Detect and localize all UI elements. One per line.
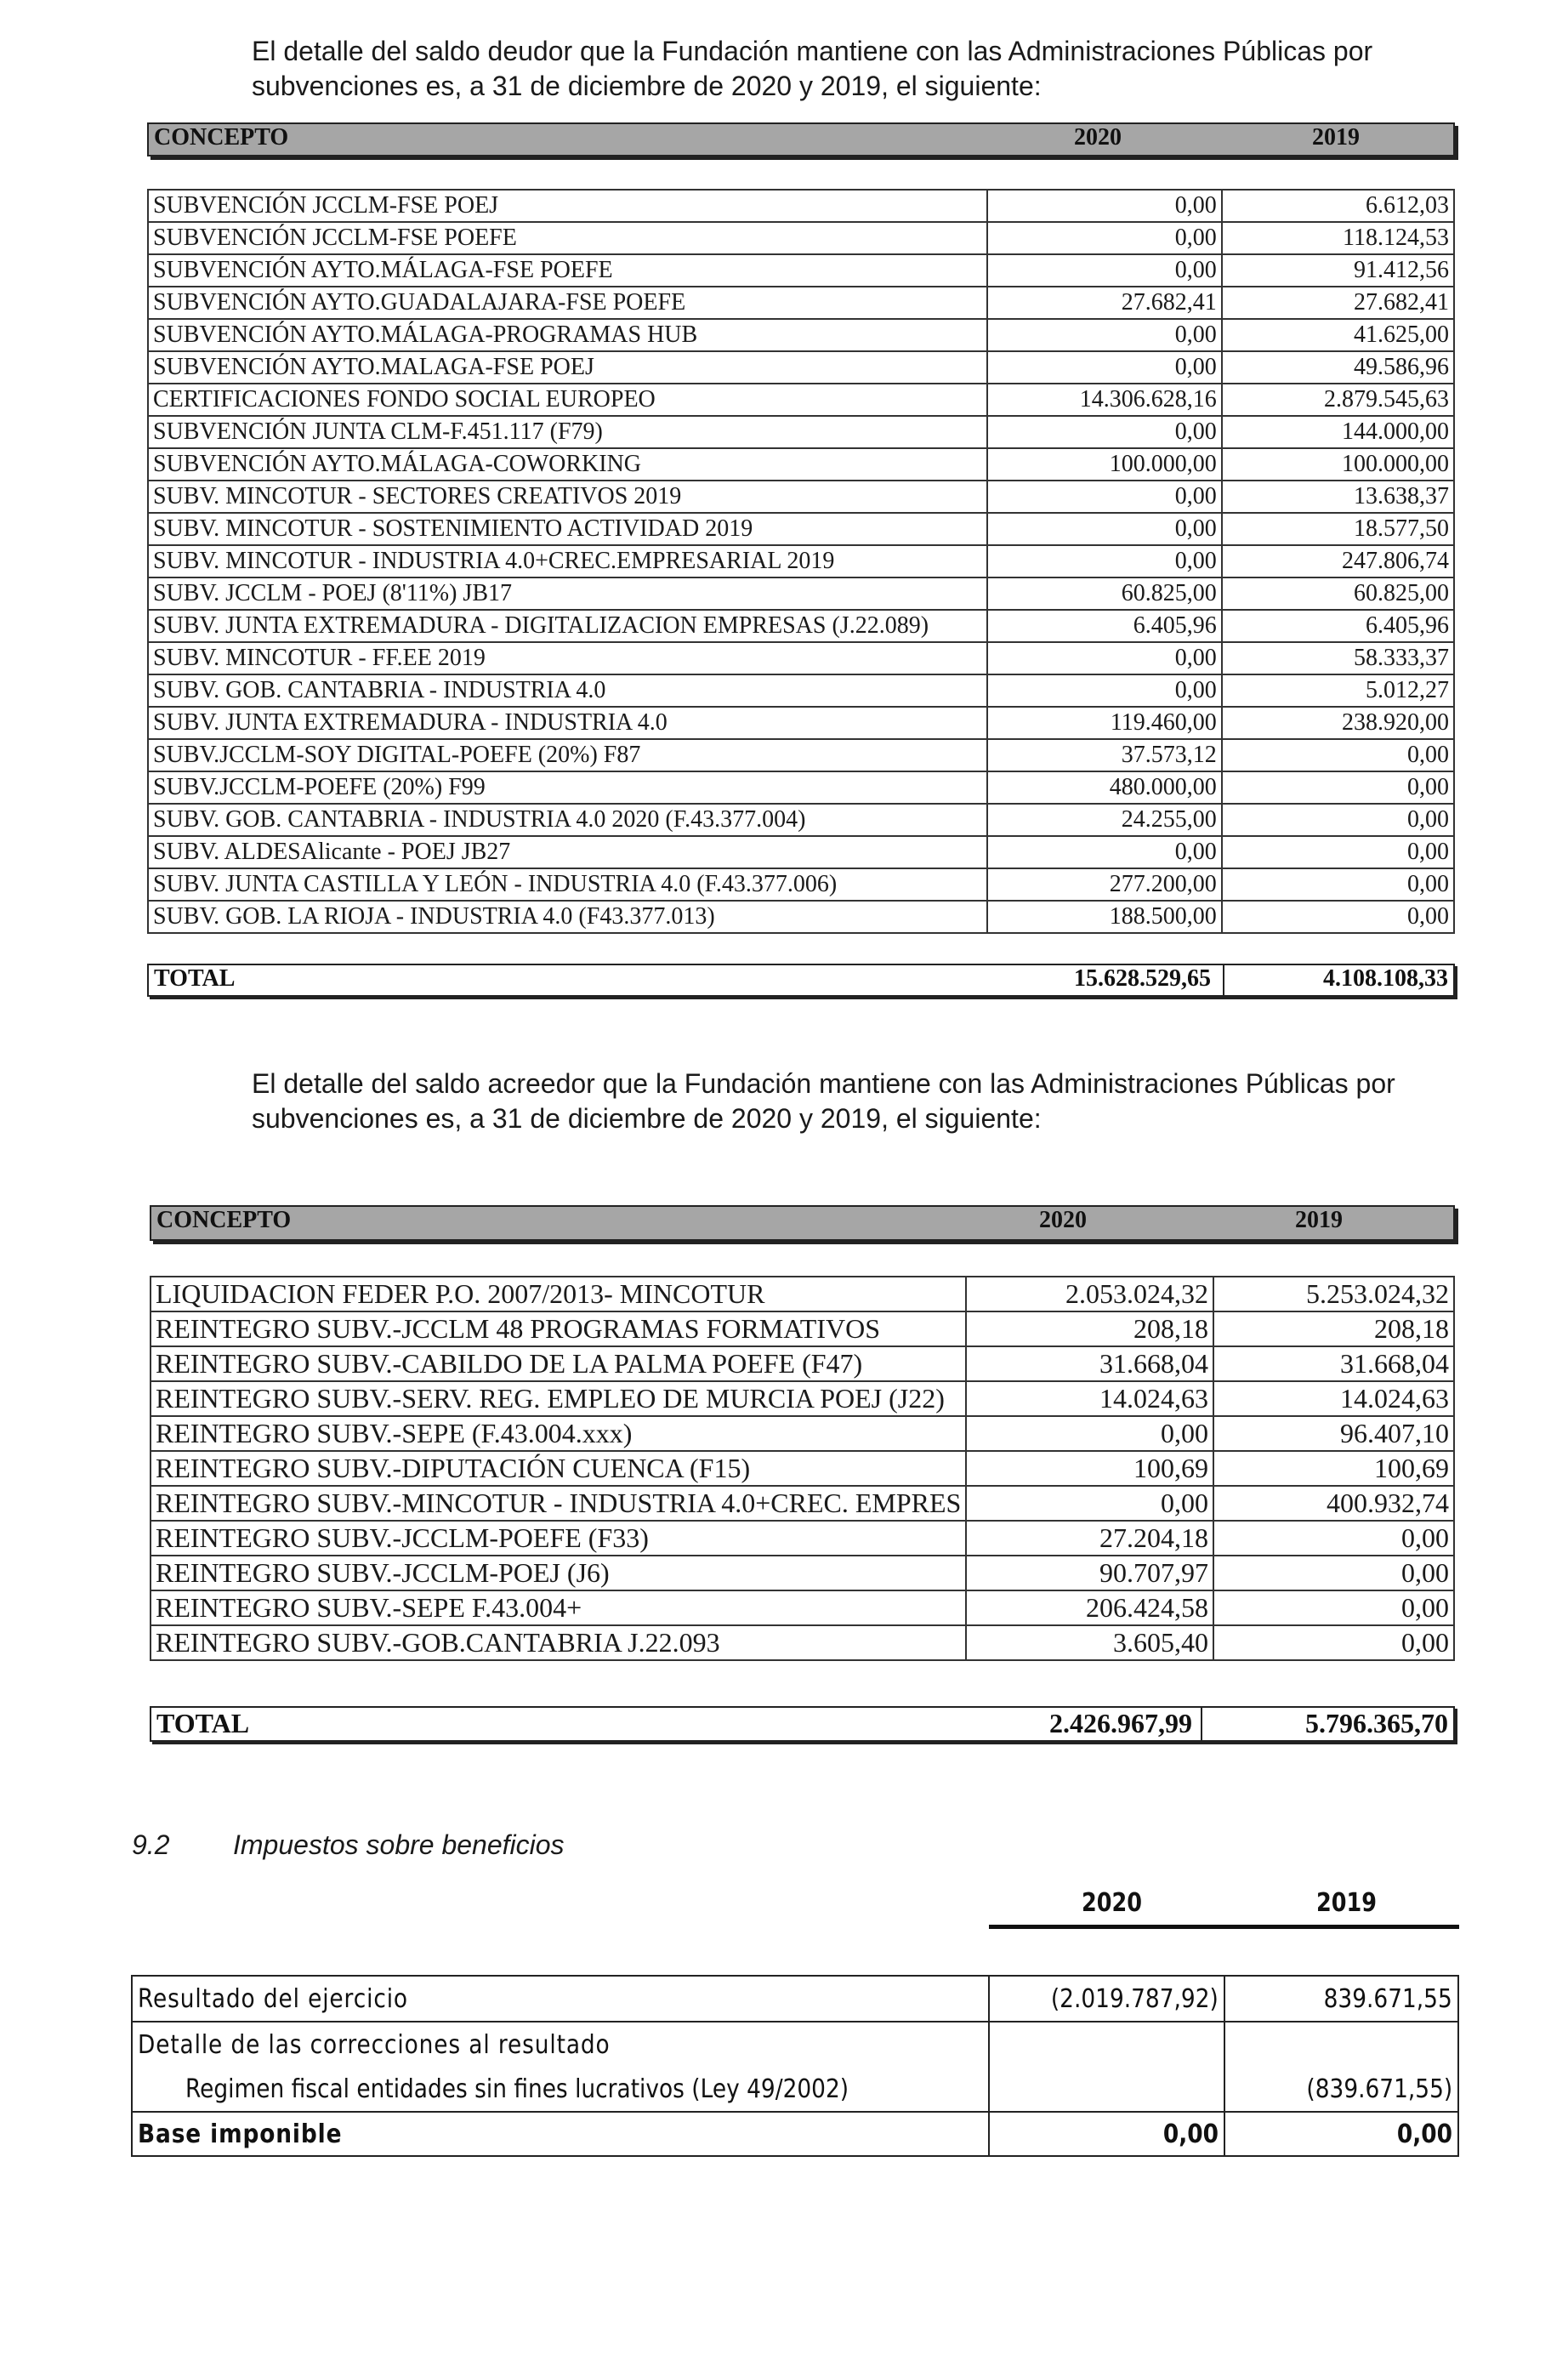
debtor-2020-cell: 0,00 (987, 351, 1222, 384)
tax-row-result (132, 1976, 1458, 2022)
creditor-row (151, 1556, 1454, 1590)
creditor-concept-cell: REINTEGRO SUBV.-JCCLM-POEJ (J6) (151, 1556, 966, 1590)
tax-result-2019: 839.671,55 (1323, 1983, 1452, 2014)
creditor-row (151, 1486, 1454, 1521)
debtor-2020-cell: 0,00 (987, 190, 1222, 222)
debtor-row (148, 674, 1454, 707)
creditor-row (151, 1277, 1454, 1311)
debtor-concept-cell: SUBVENCIÓN AYTO.MÁLAGA-FSE POEFE (148, 254, 987, 287)
creditor-2020-cell: 14.024,63 (966, 1381, 1213, 1416)
section-number: 9.2 (132, 1829, 170, 1860)
debtor-header-2020: 2020 (1074, 124, 1122, 151)
debtor-2019-cell: 6.612,03 (1222, 190, 1454, 222)
debtor-2019-cell: 13.638,37 (1222, 481, 1454, 513)
creditor-row (151, 1590, 1454, 1625)
creditor-2019-cell: 0,00 (1213, 1556, 1454, 1590)
debtor-2019-cell: 27.682,41 (1222, 287, 1454, 319)
debtor-2019-cell: 5.012,27 (1222, 674, 1454, 707)
debtor-row (148, 739, 1454, 771)
creditor-total-divider (1201, 1708, 1202, 1740)
debtor-concept-cell: SUBVENCIÓN JUNTA CLM-F.451.117 (F79) (148, 416, 987, 448)
tax-header-2020: 2020 (1082, 1888, 1142, 1918)
debtor-2020-cell: 0,00 (987, 545, 1222, 577)
debtor-concept-cell: SUBV. JUNTA EXTREMADURA - INDUSTRIA 4.0 (148, 707, 987, 739)
debtor-concept-cell: SUBV.JCCLM-POEFE (20%) F99 (148, 771, 987, 804)
tax-row-base (132, 2112, 1458, 2156)
creditor-table (150, 1276, 1455, 1661)
creditor-concept-cell: REINTEGRO SUBV.-SEPE (F.43.004.xxx) (151, 1416, 966, 1451)
debtor-row (148, 707, 1454, 739)
creditor-concept-cell: REINTEGRO SUBV.-DIPUTACIÓN CUENCA (F15) (151, 1451, 966, 1486)
debtor-table-header (147, 122, 1455, 156)
debtor-2019-cell: 2.879.545,63 (1222, 384, 1454, 416)
creditor-row (151, 1521, 1454, 1556)
debtor-concept-cell: SUBV. JUNTA CASTILLA Y LEÓN - INDUSTRIA 4.0 (F.43.377.006) (148, 868, 987, 901)
debtor-row (148, 610, 1454, 642)
debtor-2019-cell: 60.825,00 (1222, 577, 1454, 610)
debtor-total-label: TOTAL (154, 965, 236, 992)
debtor-row (148, 545, 1454, 577)
debtor-row (148, 577, 1454, 610)
creditor-2019-cell: 5.253.024,32 (1213, 1277, 1454, 1311)
debtor-2019-cell: 18.577,50 (1222, 513, 1454, 545)
debtor-row (148, 384, 1454, 416)
creditor-2019-cell: 14.024,63 (1213, 1381, 1454, 1416)
debtor-2020-cell: 60.825,00 (987, 577, 1222, 610)
tax-regime-2019: (839.671,55) (1306, 2074, 1452, 2104)
creditor-row (151, 1625, 1454, 1660)
section-title: Impuestos sobre beneficios (233, 1829, 565, 1860)
creditor-header-2019: 2019 (1295, 1207, 1343, 1233)
debtor-concept-cell: SUBV. GOB. CANTABRIA - INDUSTRIA 4.0 2020 (F.43.377.004) (148, 804, 987, 836)
creditor-2019-cell: 400.932,74 (1213, 1486, 1454, 1521)
debtor-2020-cell: 100.000,00 (987, 448, 1222, 481)
tax-header-underline (989, 1925, 1459, 1929)
creditor-2020-cell: 27.204,18 (966, 1521, 1213, 1556)
debtor-2020-cell: 0,00 (987, 222, 1222, 254)
tax-result-2020: (2.019.787,92) (1050, 1983, 1219, 2014)
debtor-row (148, 190, 1454, 222)
tax-base-label: Base imponible (138, 2119, 343, 2149)
debtor-2019-cell: 0,00 (1222, 868, 1454, 901)
tax-base-2020: 0,00 (1162, 2119, 1219, 2149)
debtor-2020-cell: 37.573,12 (987, 739, 1222, 771)
debtor-2019-cell: 144.000,00 (1222, 416, 1454, 448)
creditor-2019-cell: 96.407,10 (1213, 1416, 1454, 1451)
creditor-concept-cell: REINTEGRO SUBV.-MINCOTUR - INDUSTRIA 4.0+CREC. EMPRES (151, 1486, 966, 1521)
creditor-2020-cell: 0,00 (966, 1486, 1213, 1521)
debtor-2019-cell: 238.920,00 (1222, 707, 1454, 739)
creditor-total-2019: 5.796.365,70 (1305, 1708, 1448, 1738)
creditor-header-2020: 2020 (1039, 1207, 1087, 1233)
debtor-table (147, 189, 1455, 934)
debtor-concept-cell: SUBVENCIÓN AYTO.MALAGA-FSE POEJ (148, 351, 987, 384)
debtor-concept-cell: SUBVENCIÓN AYTO.GUADALAJARA-FSE POEFE (148, 287, 987, 319)
debtor-2020-cell: 0,00 (987, 416, 1222, 448)
debtor-2019-cell: 118.124,53 (1222, 222, 1454, 254)
tax-base-2019: 0,00 (1396, 2119, 1452, 2149)
creditor-2019-cell: 208,18 (1213, 1311, 1454, 1346)
creditor-2020-cell: 90.707,97 (966, 1556, 1213, 1590)
debtor-concept-cell: SUBVENCIÓN JCCLM-FSE POEJ (148, 190, 987, 222)
debtor-row (148, 804, 1454, 836)
creditor-2019-cell: 0,00 (1213, 1521, 1454, 1556)
debtor-row (148, 254, 1454, 287)
creditor-concept-cell: REINTEGRO SUBV.-SEPE F.43.004+ (151, 1590, 966, 1625)
tax-corrections-label: Detalle de las correcciones al resultado (138, 2030, 611, 2060)
debtor-total-2019: 4.108.108,33 (1323, 965, 1448, 992)
debtor-row (148, 901, 1454, 933)
debtor-concept-cell: SUBV. GOB. CANTABRIA - INDUSTRIA 4.0 (148, 674, 987, 707)
creditor-concept-cell: REINTEGRO SUBV.-GOB.CANTABRIA J.22.093 (151, 1625, 966, 1660)
debtor-row (148, 642, 1454, 674)
debtor-2019-cell: 100.000,00 (1222, 448, 1454, 481)
creditor-row (151, 1311, 1454, 1346)
debtor-concept-cell: SUBVENCIÓN JCCLM-FSE POEFE (148, 222, 987, 254)
debtor-2019-cell: 91.412,56 (1222, 254, 1454, 287)
debtor-total-2020: 15.628.529,65 (1074, 965, 1211, 992)
debtor-concept-cell: SUBV. JCCLM - POEJ (8'11%) JB17 (148, 577, 987, 610)
debtor-2019-cell: 6.405,96 (1222, 610, 1454, 642)
debtor-2020-cell: 0,00 (987, 642, 1222, 674)
tax-result-label: Resultado del ejercicio (138, 1983, 408, 2014)
creditor-2020-cell: 3.605,40 (966, 1625, 1213, 1660)
debtor-concept-cell: SUBVENCIÓN AYTO.MÁLAGA-PROGRAMAS HUB (148, 319, 987, 351)
debtor-row (148, 448, 1454, 481)
debtor-2020-cell: 24.255,00 (987, 804, 1222, 836)
creditor-2019-cell: 0,00 (1213, 1590, 1454, 1625)
creditor-total-2020: 2.426.967,99 (1049, 1708, 1192, 1738)
debtor-header-concept: CONCEPTO (154, 124, 289, 151)
intro-debtor-paragraph: El detalle del saldo deudor que la Fundación mantiene con las Administraciones Públicas por subvenciones es, a 31 de diciembre de 2020 y 2019, el siguiente: (252, 36, 1373, 101)
debtor-concept-cell: SUBV.JCCLM-SOY DIGITAL-POEFE (20%) F87 (148, 739, 987, 771)
creditor-concept-cell: REINTEGRO SUBV.-JCCLM-POEFE (F33) (151, 1521, 966, 1556)
debtor-2020-cell: 0,00 (987, 836, 1222, 868)
debtor-concept-cell: SUBVENCIÓN AYTO.MÁLAGA-COWORKING (148, 448, 987, 481)
creditor-2020-cell: 100,69 (966, 1451, 1213, 1486)
creditor-2019-cell: 100,69 (1213, 1451, 1454, 1486)
debtor-2020-cell: 27.682,41 (987, 287, 1222, 319)
creditor-2020-cell: 0,00 (966, 1416, 1213, 1451)
debtor-2019-cell: 247.806,74 (1222, 545, 1454, 577)
debtor-row (148, 319, 1454, 351)
creditor-header-concept: CONCEPTO (156, 1207, 292, 1233)
debtor-row (148, 868, 1454, 901)
creditor-2020-cell: 206.424,58 (966, 1590, 1213, 1625)
creditor-table-header (150, 1205, 1455, 1241)
debtor-2020-cell: 0,00 (987, 513, 1222, 545)
creditor-total-label: TOTAL (156, 1708, 250, 1738)
creditor-concept-cell: REINTEGRO SUBV.-SERV. REG. EMPLEO DE MURCIA POEJ (J22) (151, 1381, 966, 1416)
debtor-row (148, 222, 1454, 254)
debtor-concept-cell: CERTIFICACIONES FONDO SOCIAL EUROPEO (148, 384, 987, 416)
debtor-concept-cell: SUBV. MINCOTUR - SOSTENIMIENTO ACTIVIDAD 2019 (148, 513, 987, 545)
debtor-row (148, 481, 1454, 513)
tax-header-2019: 2019 (1316, 1888, 1377, 1918)
debtor-row (148, 836, 1454, 868)
tax-table (131, 1975, 1459, 2157)
creditor-total-row (150, 1706, 1455, 1742)
debtor-2020-cell: 6.405,96 (987, 610, 1222, 642)
debtor-concept-cell: SUBV. JUNTA EXTREMADURA - DIGITALIZACION EMPRESAS (J.22.089) (148, 610, 987, 642)
debtor-header-2019: 2019 (1312, 124, 1360, 151)
debtor-2020-cell: 188.500,00 (987, 901, 1222, 933)
debtor-2020-cell: 0,00 (987, 481, 1222, 513)
creditor-2020-cell: 31.668,04 (966, 1346, 1213, 1381)
debtor-2020-cell: 0,00 (987, 674, 1222, 707)
creditor-row (151, 1346, 1454, 1381)
creditor-2019-cell: 0,00 (1213, 1625, 1454, 1660)
debtor-2019-cell: 49.586,96 (1222, 351, 1454, 384)
debtor-2020-cell: 0,00 (987, 319, 1222, 351)
creditor-row (151, 1381, 1454, 1416)
debtor-row (148, 771, 1454, 804)
debtor-2019-cell: 0,00 (1222, 836, 1454, 868)
debtor-2020-cell: 480.000,00 (987, 771, 1222, 804)
debtor-2019-cell: 58.333,37 (1222, 642, 1454, 674)
creditor-concept-cell: LIQUIDACION FEDER P.O. 2007/2013- MINCOTUR (151, 1277, 966, 1311)
creditor-row (151, 1416, 1454, 1451)
debtor-2020-cell: 14.306.628,16 (987, 384, 1222, 416)
debtor-concept-cell: SUBV. MINCOTUR - FF.EE 2019 (148, 642, 987, 674)
creditor-2020-cell: 208,18 (966, 1311, 1213, 1346)
debtor-2019-cell: 0,00 (1222, 901, 1454, 933)
debtor-row (148, 351, 1454, 384)
creditor-concept-cell: REINTEGRO SUBV.-JCCLM 48 PROGRAMAS FORMATIVOS (151, 1311, 966, 1346)
debtor-concept-cell: SUBV. ALDESAlicante - POEJ JB27 (148, 836, 987, 868)
debtor-2020-cell: 119.460,00 (987, 707, 1222, 739)
creditor-2019-cell: 31.668,04 (1213, 1346, 1454, 1381)
debtor-2020-cell: 0,00 (987, 254, 1222, 287)
tax-row-regime (132, 2068, 1458, 2112)
debtor-total-divider (1223, 965, 1224, 995)
debtor-2020-cell: 277.200,00 (987, 868, 1222, 901)
creditor-row (151, 1451, 1454, 1486)
debtor-2019-cell: 0,00 (1222, 804, 1454, 836)
debtor-row (148, 287, 1454, 319)
debtor-2019-cell: 41.625,00 (1222, 319, 1454, 351)
intro-creditor-paragraph: El detalle del saldo acreedor que la Fundación mantiene con las Administraciones Públicas por subvenciones es, a 31 de diciembre de 2020 y 2019, el siguiente: (252, 1068, 1395, 1134)
creditor-2020-cell: 2.053.024,32 (966, 1277, 1213, 1311)
debtor-concept-cell: SUBV. MINCOTUR - INDUSTRIA 4.0+CREC.EMPRESARIAL 2019 (148, 545, 987, 577)
debtor-concept-cell: SUBV. GOB. LA RIOJA - INDUSTRIA 4.0 (F43.377.013) (148, 901, 987, 933)
tax-row-corrections (132, 2022, 1458, 2068)
tax-regime-label: Regimen fiscal entidades sin fines lucrativos (Ley 49/2002) (185, 2074, 849, 2104)
debtor-2019-cell: 0,00 (1222, 771, 1454, 804)
debtor-total-row (147, 964, 1455, 997)
debtor-row (148, 513, 1454, 545)
debtor-row (148, 416, 1454, 448)
creditor-concept-cell: REINTEGRO SUBV.-CABILDO DE LA PALMA POEFE (F47) (151, 1346, 966, 1381)
debtor-concept-cell: SUBV. MINCOTUR - SECTORES CREATIVOS 2019 (148, 481, 987, 513)
debtor-2019-cell: 0,00 (1222, 739, 1454, 771)
